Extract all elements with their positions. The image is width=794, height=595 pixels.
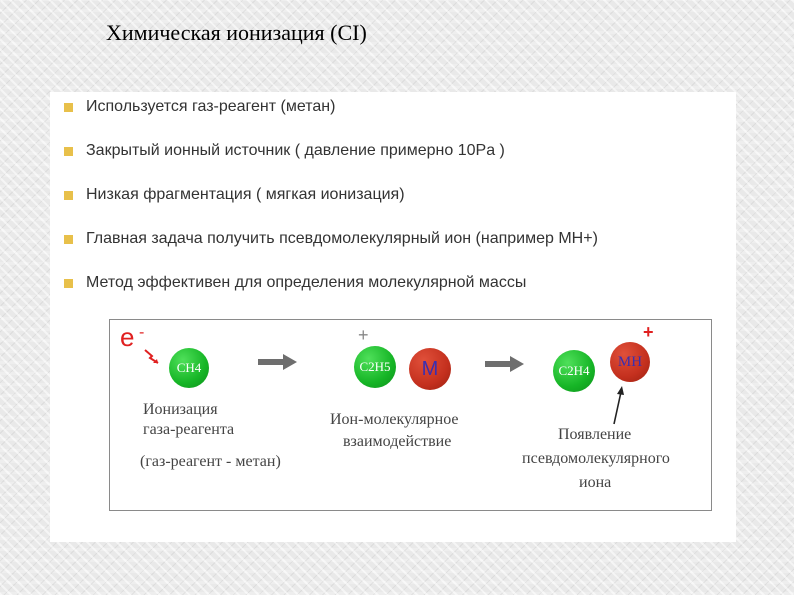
caption-reagent-gas: газа-реагента [143,421,235,438]
positive-charge-c2h5: + [358,325,369,345]
electron-lightning-icon [144,348,166,366]
bullet-square-icon [64,103,73,112]
m-label: M [421,357,439,380]
bullet-square-icon [64,191,73,200]
mh-ion [610,342,650,382]
caption-ion-molecular: Ион-молекулярное [330,411,459,428]
bullet-text: Закрытый ионный источник ( давление примерно 10Pa ) [86,142,505,159]
bullet-item [64,230,598,248]
caption-ionization: Ионизация [143,401,218,418]
bullet-square-icon [64,147,73,156]
bullet-item [64,186,405,204]
bullet-text: Низкая фрагментация ( мягкая ионизация) [86,186,405,203]
content-panel [50,92,736,542]
mh-label: MH [617,353,643,370]
electron-charge: - [139,324,145,341]
c2h5-label: C2H5 [359,359,391,374]
ch4-label: CH4 [176,360,202,375]
bullet-square-icon [64,235,73,244]
m-molecule [409,348,451,390]
caption-appearance: Появление [558,426,632,443]
c2h4-label: C2H4 [558,363,590,378]
c2h5-ion [354,346,396,388]
electron-symbol: e [120,322,135,352]
positive-charge-mh: + [643,322,654,342]
ionization-diagram [109,319,712,511]
arrow-right-icon [258,354,298,370]
bullet-item [64,274,526,292]
bullet-text: Главная задача получить псевдомолекулярный ион (например MH+) [86,230,598,247]
arrow-up-icon [610,386,626,426]
ch4-molecule [169,348,209,388]
bullet-text: Метод эффективен для определения молекулярной массы [86,274,527,291]
caption-interaction: взаимодействие [343,433,452,450]
bullet-square-icon [64,279,73,288]
c2h4-molecule [553,350,595,392]
bullet-text: Используется газ-реагент (метан) [86,98,336,115]
page-title: Химическая ионизация (CI) [106,20,367,45]
bullet-item [64,142,505,160]
bullet-item [64,98,335,116]
caption-reagent-methane: (газ-реагент - метан) [140,453,281,470]
arrow-right-icon [485,356,525,372]
caption-pseudomolecular: псевдомолекулярного [522,450,670,467]
caption-ion: иона [579,474,612,491]
